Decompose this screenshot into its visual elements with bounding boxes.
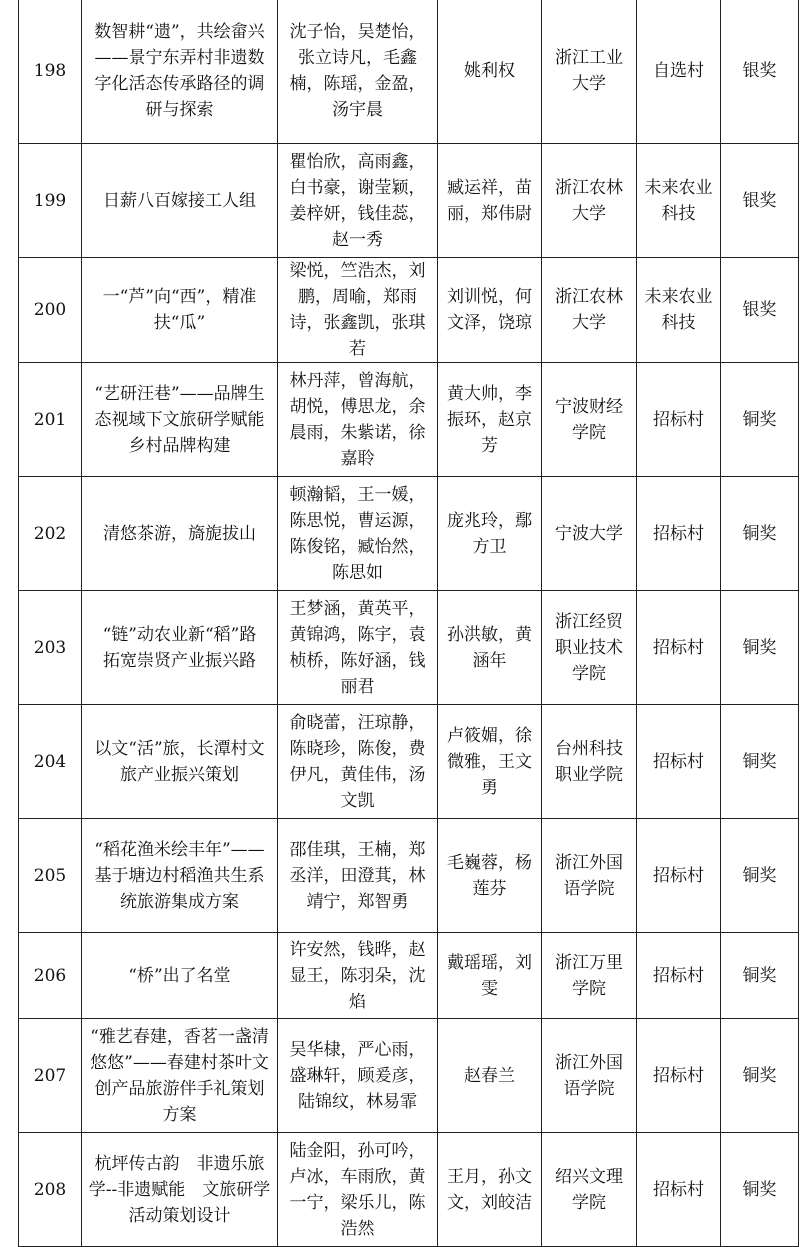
advisors-cell: 姚利权 xyxy=(438,0,542,144)
table-row xyxy=(19,258,799,363)
award-level-cell: 铜奖 xyxy=(721,1019,799,1133)
advisors-cell: 王月，孙文文，刘皎洁 xyxy=(438,1133,542,1247)
table-row xyxy=(19,933,799,1019)
row-number-cell: 202 xyxy=(19,477,82,591)
table-row xyxy=(19,0,799,144)
project-name-cell: “艺研汪巷”——品牌生态视域下文旅研学赋能乡村品牌构建 xyxy=(82,363,278,477)
award-level-cell: 铜奖 xyxy=(721,591,799,705)
team-members-cell: 陆金阳，孙可吟，卢冰，车雨欣，黄一宁，梁乐儿，陈浩然 xyxy=(278,1133,438,1247)
award-level-cell: 铜奖 xyxy=(721,1133,799,1247)
award-level-cell: 铜奖 xyxy=(721,819,799,933)
project-name-cell: 数智耕“遗”，共绘畲兴——景宁东弄村非遗数字化活态传承路径的调研与探索 xyxy=(82,0,278,144)
team-members-cell: 顿瀚韬，王一媛，陈思悦，曹运源，陈俊铭，臧怡然，陈思如 xyxy=(278,477,438,591)
row-number-cell: 205 xyxy=(19,819,82,933)
award-level-cell: 银奖 xyxy=(721,258,799,363)
project-name-cell: “链”动农业新“稻”路 拓宽崇贤产业振兴路 xyxy=(82,591,278,705)
award-level-cell: 铜奖 xyxy=(721,363,799,477)
award-level-cell: 铜奖 xyxy=(721,477,799,591)
team-members-cell: 许安然，钱晔，赵显王，陈羽朵，沈焰 xyxy=(278,933,438,1019)
project-name-cell: 清悠茶游，旖旎拔山 xyxy=(82,477,278,591)
row-number-cell: 198 xyxy=(19,0,82,144)
team-members-cell: 俞晓蕾，汪琼静，陈晓珍，陈俊，费伊凡，黄佳伟，汤文凯 xyxy=(278,705,438,819)
category-cell: 招标村 xyxy=(637,933,721,1019)
award-table-body xyxy=(19,0,799,1247)
advisors-cell: 赵春兰 xyxy=(438,1019,542,1133)
school-cell: 宁波大学 xyxy=(542,477,637,591)
project-name-cell: 以文“活”旅，长潭村文旅产业振兴策划 xyxy=(82,705,278,819)
row-number-cell: 201 xyxy=(19,363,82,477)
row-number-cell: 207 xyxy=(19,1019,82,1133)
row-number-cell: 199 xyxy=(19,144,82,258)
team-members-cell: 沈子怡，吴楚怡，张立诗凡，毛鑫楠，陈瑶，金盈，汤宇晨 xyxy=(278,0,438,144)
category-cell: 招标村 xyxy=(637,363,721,477)
school-cell: 浙江农林大学 xyxy=(542,258,637,363)
project-name-cell: 杭坪传古韵 非遗乐旅学--非遗赋能 文旅研学活动策划设计 xyxy=(82,1133,278,1247)
award-level-cell: 铜奖 xyxy=(721,933,799,1019)
school-cell: 浙江经贸职业技术学院 xyxy=(542,591,637,705)
category-cell: 招标村 xyxy=(637,819,721,933)
school-cell: 浙江外国语学院 xyxy=(542,819,637,933)
row-number-cell: 203 xyxy=(19,591,82,705)
row-number-cell: 200 xyxy=(19,258,82,363)
category-cell: 招标村 xyxy=(637,705,721,819)
category-cell: 招标村 xyxy=(637,1019,721,1133)
category-cell: 招标村 xyxy=(637,477,721,591)
school-cell: 宁波财经学院 xyxy=(542,363,637,477)
team-members-cell: 邵佳琪，王楠，郑丞洋，田澄萁，林靖宁，郑智勇 xyxy=(278,819,438,933)
table-row xyxy=(19,591,799,705)
row-number-cell: 204 xyxy=(19,705,82,819)
table-row xyxy=(19,705,799,819)
advisors-cell: 刘训悦，何文泽，饶琼 xyxy=(438,258,542,363)
category-cell: 招标村 xyxy=(637,591,721,705)
team-members-cell: 梁悦，竺浩杰，刘鹏，周喻，郑雨诗，张鑫凯，张琪若 xyxy=(278,258,438,363)
table-row xyxy=(19,363,799,477)
row-number-cell: 206 xyxy=(19,933,82,1019)
advisors-cell: 孙洪敏，黄涵年 xyxy=(438,591,542,705)
project-name-cell: “雅艺春建，香茗一盏清悠悠”——春建村茶叶文创产品旅游伴手礼策划方案 xyxy=(82,1019,278,1133)
school-cell: 浙江农林大学 xyxy=(542,144,637,258)
category-cell: 未来农业科技 xyxy=(637,144,721,258)
project-name-cell: “稻花渔米绘丰年”——基于塘边村稻渔共生系统旅游集成方案 xyxy=(82,819,278,933)
team-members-cell: 瞿怡欣，高雨鑫，白书豪，谢莹颖，姜梓妍，钱佳蕊，赵一秀 xyxy=(278,144,438,258)
advisors-cell: 毛巍蓉，杨莲芬 xyxy=(438,819,542,933)
table-row xyxy=(19,477,799,591)
category-cell: 自选村 xyxy=(637,0,721,144)
school-cell: 台州科技职业学院 xyxy=(542,705,637,819)
row-number-cell: 208 xyxy=(19,1133,82,1247)
table-row xyxy=(19,1019,799,1133)
award-level-cell: 银奖 xyxy=(721,144,799,258)
advisors-cell: 庞兆玲，鄢方卫 xyxy=(438,477,542,591)
school-cell: 浙江工业大学 xyxy=(542,0,637,144)
table-row xyxy=(19,144,799,258)
table-row xyxy=(19,819,799,933)
project-name-cell: “桥”出了名堂 xyxy=(82,933,278,1019)
project-name-cell: 一“芦”向“西”，精准扶“瓜” xyxy=(82,258,278,363)
advisors-cell: 卢筱媚，徐微雅，王文勇 xyxy=(438,705,542,819)
team-members-cell: 吴华棣，严心雨，盛琳轩，顾爰彦，陆锦纹，林易霏 xyxy=(278,1019,438,1133)
school-cell: 浙江万里学院 xyxy=(542,933,637,1019)
advisors-cell: 戴瑶瑶，刘雯 xyxy=(438,933,542,1019)
advisors-cell: 臧运祥，苗丽，郑伟尉 xyxy=(438,144,542,258)
advisors-cell: 黄大帅，李振环，赵京芳 xyxy=(438,363,542,477)
award-table xyxy=(18,0,799,1247)
project-name-cell: 日薪八百嫁接工人组 xyxy=(82,144,278,258)
school-cell: 绍兴文理学院 xyxy=(542,1133,637,1247)
category-cell: 未来农业科技 xyxy=(637,258,721,363)
award-level-cell: 铜奖 xyxy=(721,705,799,819)
award-level-cell: 银奖 xyxy=(721,0,799,144)
category-cell: 招标村 xyxy=(637,1133,721,1247)
school-cell: 浙江外国语学院 xyxy=(542,1019,637,1133)
team-members-cell: 林丹萍，曾海航，胡悦，傅思龙，余晨雨，朱紫诺，徐嘉聆 xyxy=(278,363,438,477)
table-row xyxy=(19,1133,799,1247)
team-members-cell: 王梦涵，黄英平，黄锦鸿，陈宇，袁桢桥，陈妤涵，钱丽君 xyxy=(278,591,438,705)
